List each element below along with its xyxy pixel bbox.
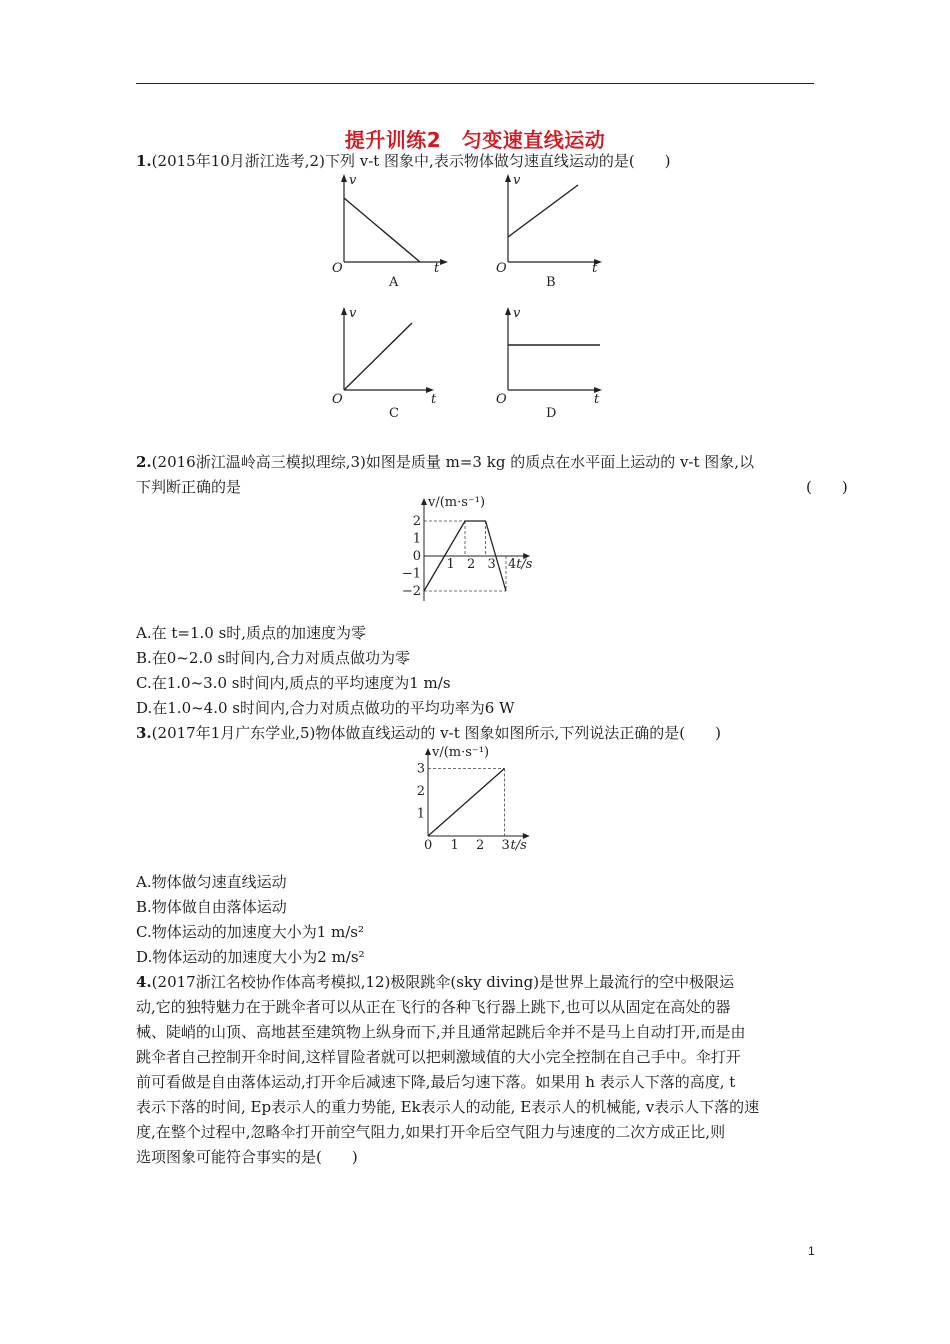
q4-line-2: 动,它的独特魅力在于跳伞者可以从正在飞行的各种飞行器上跳下,也可以从固定在高处的器 — [136, 998, 731, 1016]
graph-c-line — [344, 323, 412, 390]
graph-b-label: B — [546, 275, 556, 290]
x-tick-label: 3 — [487, 557, 496, 572]
q1-number: 1. — [136, 152, 152, 170]
q1-graph-a — [330, 172, 450, 292]
q1-graph-c — [330, 305, 450, 425]
q4-line-4: 跳伞者自己控制开伞时间,这样冒险者就可以把刺激域值的大小完全控制在自己手中。伞打开 — [136, 1048, 741, 1066]
y-axis-label: v/(m·s⁻¹) — [428, 495, 486, 510]
graph-a-line — [344, 198, 420, 262]
graph-b-line — [508, 185, 578, 237]
graph-a-o: O — [332, 261, 343, 276]
graph-a-t: t — [434, 261, 440, 276]
q3-option-c: C.物体运动的加速度大小为1 m/s² — [136, 923, 365, 941]
y-tick-label: −2 — [401, 584, 421, 599]
y-tick-label: 2 — [416, 784, 425, 799]
q4-number: 4. — [136, 973, 152, 991]
graph-c-t: t — [431, 392, 437, 407]
x-tick-label: 4 — [508, 557, 517, 572]
q4-text-1: (2017浙江名校协作体高考模拟,12)极限跳伞(sky diving)是世界上最流行的空中极限运 — [151, 973, 735, 991]
q4-line-1 — [136, 971, 734, 993]
q2-option-d: D.在1.0~4.0 s时间内,合力对质点做功的平均功率为6 W — [136, 699, 515, 717]
y-tick-label: 1 — [412, 531, 421, 547]
y-tick-label: −1 — [401, 566, 421, 582]
graph-b-v: v — [513, 173, 521, 188]
q3-text: (2017年1月广东学业,5)物体做直线运动的 v-t 图象如图所示,下列说法正确的是( ) — [151, 724, 721, 742]
q4-line-7: 度,在整个过程中,忽略伞打开前空气阻力,如果打开伞后空气阻力与速度的二次方成正比,则 — [136, 1123, 726, 1141]
q2-option-b: B.在0~2.0 s时间内,合力对质点做功为零 — [136, 649, 410, 667]
q3-vt-chart — [400, 744, 540, 856]
q2-vt-chart — [400, 494, 560, 606]
graph-c-v: v — [349, 306, 357, 321]
graph-b-t: t — [592, 261, 598, 276]
graph-d-label: D — [546, 406, 557, 421]
page-title: 提升训练2 匀变速直线运动 — [344, 128, 606, 152]
q3-option-a: A.物体做匀速直线运动 — [136, 873, 287, 891]
graph-c-o: O — [332, 392, 343, 407]
q3-stem — [136, 722, 721, 744]
q2-stem-line1 — [136, 451, 754, 473]
q3-option-b: B.物体做自由落体运动 — [136, 898, 287, 916]
x-tick-label: 1 — [450, 838, 459, 853]
x-tick-label: 0 — [424, 838, 433, 853]
y-axis-label: v/(m·s⁻¹) — [432, 745, 490, 760]
q3-option-d: D.物体运动的加速度大小为2 m/s² — [136, 948, 365, 966]
q4-line-6: 表示下落的时间, Ep表示人的重力势能, Ek表示人的动能, E表示人的机械能, v表示人下落的速 — [136, 1098, 760, 1116]
x-tick-label: 1 — [446, 557, 455, 572]
q4-line-5: 前可看做是自由落体运动,打开伞后减速下降,最后匀速下落。如果用 h 表示人下落的高度, t — [136, 1073, 736, 1091]
q4-line-8: 选项图象可能符合事实的是( ) — [136, 1148, 358, 1166]
q2-stem-line2: 下判断正确的是 — [136, 478, 242, 496]
y-tick-label: 1 — [416, 806, 425, 822]
graph-a-v: v — [349, 173, 357, 188]
q3-number: 3. — [136, 724, 152, 742]
x-axis-label: t/s — [510, 838, 527, 853]
graph-d-t: t — [594, 392, 600, 407]
q1-text: (2015年10月浙江选考,2)下列 v-t 图象中,表示物体做匀速直线运动的是( ) — [151, 152, 671, 170]
graph-d-v: v — [513, 306, 521, 321]
graph-c-label: C — [389, 406, 399, 421]
q2-option-c: C.在1.0~3.0 s时间内,质点的平均速度为1 m/s — [136, 674, 451, 692]
y-tick-label: 2 — [412, 514, 421, 529]
q1-graph-d — [494, 305, 614, 425]
q1-graph-b — [494, 172, 614, 292]
q2-option-a: A.在 t=1.0 s时,质点的加速度为零 — [136, 624, 367, 642]
y-axis-arrow — [425, 748, 431, 755]
q2-text-1: (2016浙江温岭高三模拟理综,3)如图是质量 m=3 kg 的质点在水平面上运动的 v-t 图象,以 — [151, 453, 755, 471]
header-rule — [136, 83, 814, 84]
q4-line-3: 械、陡峭的山顶、高地甚至建筑物上纵身而下,并且通常起跳后伞并不是马上自动打开,而是由 — [136, 1023, 746, 1041]
graph-b-o: O — [496, 261, 507, 276]
x-tick-label: 2 — [476, 838, 485, 853]
x-axis-label: t/s — [516, 557, 533, 572]
x-tick-label: 3 — [501, 838, 510, 853]
series-line — [428, 769, 505, 837]
q1-stem — [136, 150, 671, 172]
q2-answer-paren: ( ) — [806, 478, 848, 496]
q2-number: 2. — [136, 453, 152, 471]
graph-d-o: O — [496, 392, 507, 407]
y-tick-label: 3 — [416, 761, 425, 777]
page-number: 1 — [808, 1244, 815, 1258]
x-tick-label: 2 — [467, 557, 476, 572]
graph-a-label: A — [389, 275, 399, 290]
y-axis-arrow — [421, 498, 427, 505]
y-tick-label: 0 — [412, 549, 421, 564]
